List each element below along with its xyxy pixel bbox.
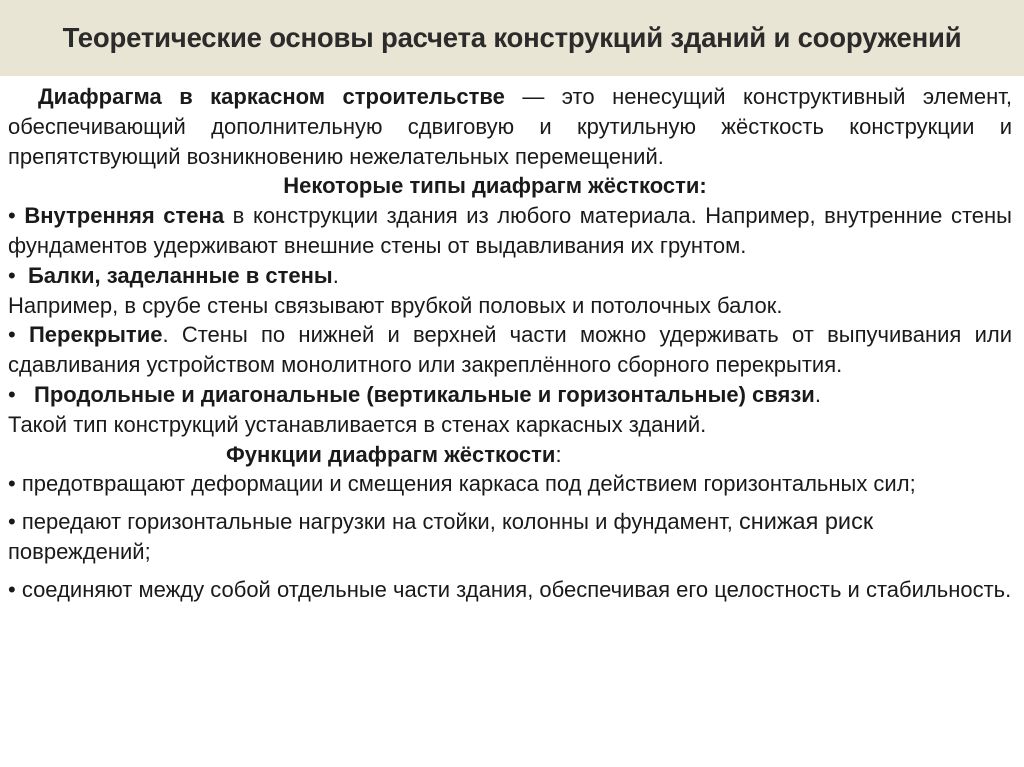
- type-text: . Стены по нижней и верхней части можно удерживать от выпучивания или сдавливания устройством монолитного или закреплённого сборного перекрытия.: [8, 322, 1012, 378]
- bullet-icon: •: [8, 381, 16, 407]
- type-text-bracing: Такой тип конструкций устанавливается в стенах каркасных зданий.: [8, 411, 707, 437]
- slide-content: [8, 82, 1012, 605]
- type-term: Перекрытие: [28, 322, 163, 348]
- bullet-icon: •: [8, 509, 16, 535]
- function-text-after: повреждений;: [8, 538, 151, 564]
- bullet-icon: •: [8, 203, 16, 229]
- type-item-beams: [8, 261, 1012, 291]
- function-item-connect: [8, 575, 1012, 605]
- function-item-prevent: [8, 469, 1012, 499]
- type-text: в конструкции здания из любого материала. Например, внутренние стены фундаментов удерживают внешние стены от выдавливания их грунтом.: [8, 203, 1012, 258]
- function-emphasis: снижая риск: [738, 508, 874, 535]
- functions-heading: Функции диафрагм жёсткости:: [226, 441, 562, 467]
- types-heading: Некоторые типы диафрагм жёсткости:: [283, 173, 707, 199]
- bullet-icon: •: [8, 471, 16, 497]
- intro-definition: — это ненесущий конструктивный элемент, обеспечивающий дополнительную сдвиговую и крутильную жёсткость конструкции и препятствующий возникновению нежелательных перемещений.: [8, 84, 1012, 169]
- intro-term: Диафрагма в каркасном строительстве: [38, 84, 505, 109]
- intro-paragraph: [8, 82, 1012, 171]
- function-text: передают горизонтальные нагрузки на стойки, колонны и фундамент,: [21, 509, 739, 535]
- function-item-transfer: [8, 507, 1012, 567]
- type-term: Балки, заделанные в стены: [27, 262, 333, 288]
- bullet-icon: •: [8, 262, 16, 288]
- bullet-icon: •: [8, 576, 16, 602]
- type-term-suffix: .: [814, 381, 821, 407]
- type-term: Продольные и диагональные (вертикальные и горизонтальные) связи: [34, 381, 815, 407]
- slide-title: Теоретические основы расчета конструкций зданий и сооружений: [62, 22, 962, 53]
- function-text: соединяют между собой отдельные части здания, обеспечивая его целостность и стабильность.: [21, 576, 1012, 602]
- type-item-floor: [8, 320, 1012, 380]
- type-item-bracing: [8, 380, 1012, 410]
- title-bar: [0, 0, 1024, 76]
- type-term: Внутренняя стена: [24, 203, 225, 229]
- type-term-suffix: .: [332, 262, 339, 288]
- function-text: предотвращают деформации и смещения каркаса под действием горизонтальных сил;: [21, 471, 916, 497]
- bullet-icon: •: [8, 322, 16, 348]
- type-item-inner-wall: [8, 201, 1012, 261]
- type-text-beams: Например, в срубе стены связывают врубкой половых и потолочных балок.: [8, 292, 783, 318]
